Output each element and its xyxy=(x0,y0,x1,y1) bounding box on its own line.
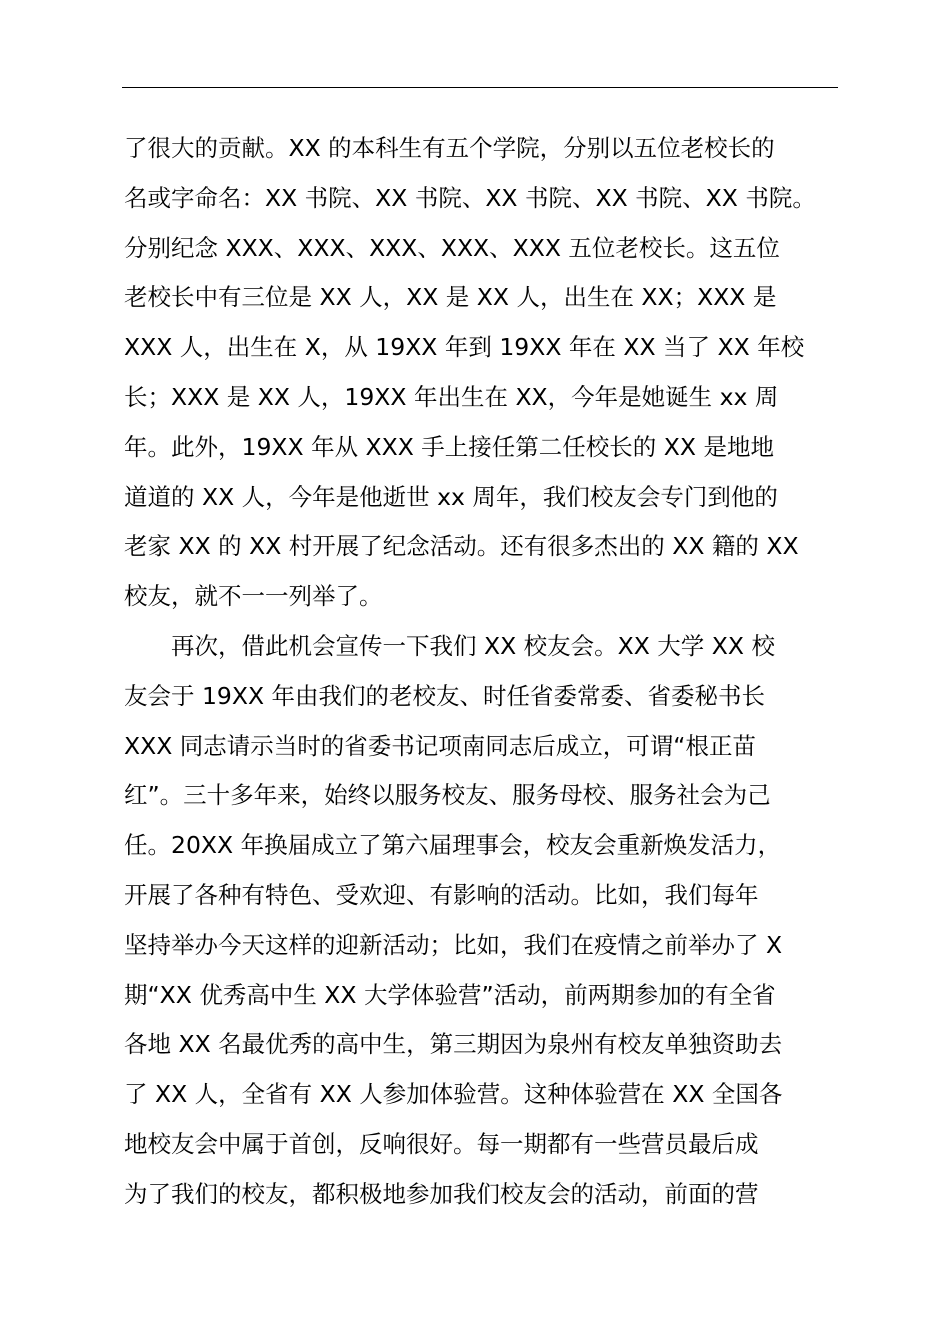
text-line: 期“XX 优秀高中生 XX 大学体验营”活动，前两期参加的有全省 xyxy=(124,980,776,1009)
text-line: 名或字命名：XX 书院、XX 书院、XX 书院、XX 书院、XX 书院。 xyxy=(124,183,816,212)
text-line: 分别纪念 XXX、XXX、XXX、XXX、XXX 五位老校长。这五位 xyxy=(124,233,780,262)
text-line: 老校长中有三位是 XX 人，XX 是 XX 人，出生在 XX；XXX 是 xyxy=(124,283,777,312)
text-line: 老家 XX 的 XX 村开展了纪念活动。还有很多杰出的 XX 籍的 XX xyxy=(124,532,799,561)
text-line: 了 XX 人，全省有 XX 人参加体验营。这种体验营在 XX 全国各 xyxy=(124,1080,783,1109)
text-line: 各地 XX 名最优秀的高中生，第三期因为泉州有校友单独资助去 xyxy=(124,1030,783,1059)
header-rule xyxy=(122,87,838,88)
text-line: 为了我们的校友，都积极地参加我们校友会的活动，前面的营 xyxy=(124,1179,759,1208)
text-line: 地校友会中属于首创，反响很好。每一期都有一些营员最后成 xyxy=(124,1129,759,1158)
text-line: 长；XXX 是 XX 人，19XX 年出生在 XX，今年是她诞生 xx 周 xyxy=(124,382,779,411)
text-line: 年。此外，19XX 年从 XXX 手上接任第二任校长的 XX 是地地 xyxy=(124,432,774,461)
text-line: XXX 同志请示当时的省委书记项南同志后成立，可谓“根正苗 xyxy=(124,731,756,760)
text-line: 了很大的贡献。XX 的本科生有五个学院，分别以五位老校长的 xyxy=(124,134,775,162)
text-line: 红”。三十多年来，始终以服务校友、服务母校、服务社会为己 xyxy=(124,781,771,810)
text-line: 友会于 19XX 年由我们的老校友、时任省委常委、省委秘书长 xyxy=(124,681,766,710)
body-text xyxy=(124,124,840,1220)
text-line: XXX 人，出生在 X，从 19XX 年到 19XX 年在 XX 当了 XX 年校 xyxy=(124,333,805,362)
paragraph-start-line: 再次，借此机会宣传一下我们 XX 校友会。XX 大学 XX 校 xyxy=(124,631,775,660)
text-line: 开展了各种有特色、受欢迎、有影响的活动。比如，我们每年 xyxy=(124,880,759,909)
text-line: 坚持举办今天这样的迎新活动；比如，我们在疫情之前举办了 X xyxy=(124,930,783,959)
text-line: 校友，就不一一列举了。 xyxy=(124,582,383,611)
text-line: 任。20XX 年换届成立了第六届理事会，校友会重新焕发活力， xyxy=(124,831,782,860)
text-line: 道道的 XX 人，今年是他逝世 xx 周年，我们校友会专门到他的 xyxy=(124,482,778,511)
